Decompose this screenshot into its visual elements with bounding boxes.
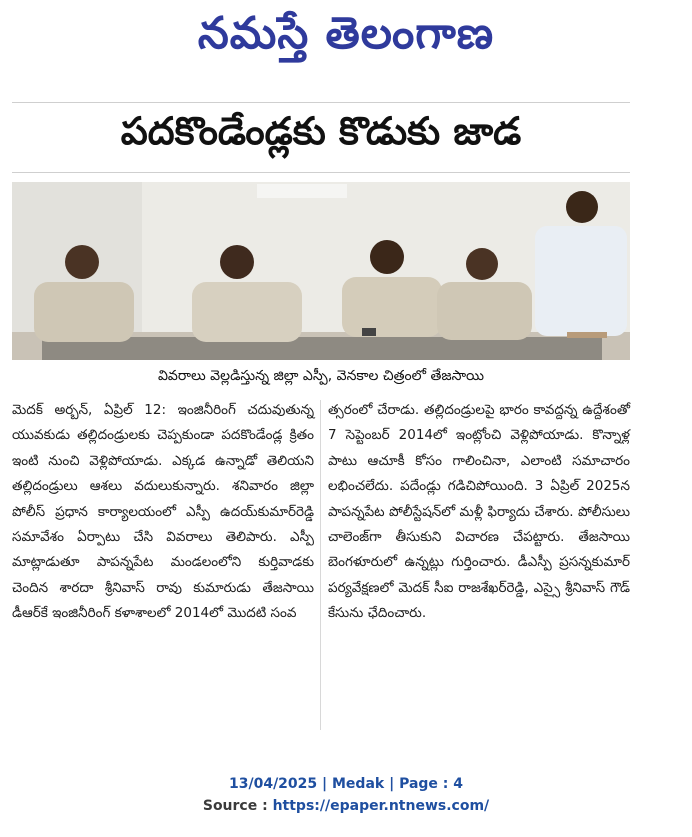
footer-source-line [0,798,692,814]
masthead-title: నమస్తే తెలంగాణ [197,8,495,59]
article-column-left: మెదక్ అర్బన్, ఏప్రిల్ 12: ఇంజినీరింగ్ చదువుతున్న యువకుడు తల్లిదండ్రులకు చెప్పకుండా పదకొండేండ్ల క్రితం ఇంటి నుంచి వెళ్లిపోయాడు. ఎక్కడ ఉన్నాడో తెలియని తల్లిదండ్రులు ఆశలు వదులుకున్నారు. శనివారం జిల్లా పోలీస్ ప్రధాన కార్యాలయంలో ఎస్పీ ఉదయ్‌కుమార్‌రెడ్డి సమావేశం ఏర్పాటు చేసి వివరాలు తెలిపారు. ఎస్పీ మాట్లాడుతూ పాపన్నపేట మండలంలోని కుర్తివాడకు చెందిన శారదా శ్రీనివాస్ రావు కుమారుడు తేజసాయి డీఆర్‌కే ఇంజినీరింగ్ కళాశాలలో 2014లో మొదటి సంవ [12,402,314,622]
source-link[interactable]: https://epaper.ntnews.com/ [272,798,490,814]
newspaper-masthead [0,0,692,78]
press-meet-photo [12,182,630,360]
column-divider [320,400,321,730]
headline-top-rule [12,102,630,103]
photo-caption: వివరాలు వెల్లడిస్తున్న జిల్లా ఎస్పీ, వెనకాల చిత్రంలో తేజసాయి [157,367,485,384]
article-photo [12,182,630,360]
source-label: Source : [202,798,273,814]
headline-bottom-rule [12,172,630,173]
article-headline: పదకొండేండ్లకు కొడుకు జాడ [120,109,522,153]
article-column-right: త్సరంలో చేరాడు. తల్లిదండ్రులపై భారం కావద్దన్న ఉద్దేశంతో 7 సెప్టెంబర్ 2014లో ఇంట్లోంచి వెళ్లిపోయాడు. కొన్నాళ్ల పాటు ఆచూకీ కోసం గాలించినా, ఎలాంటి సమాచారం లభించలేదు. పదేండ్లు గడిచిపోయింది. 3 ఏప్రిల్ 2025న పాపన్నపేట పోలీస్టేషన్‌లో మళ్లీ ఫిర్యాదు చేశారు. పోలీసులు చాలెంజ్‌గా తీసుకుని విచారణ చేపట్టారు. తేజసాయి బెంగళూరులో ఉన్నట్లు గుర్తించారు. డీఎస్పీ ప్రసన్నకుమార్ పర్యవేక్షణలో మెదక్ సీఐ రాజశేఖర్‌రెడ్డి, ఎస్సై శ్రీనివాస్ గౌడ్ కేసును ఛేదించారు. [328,402,630,622]
footer-date-line: 13/04/2025 | Medak | Page : 4 [228,776,464,792]
